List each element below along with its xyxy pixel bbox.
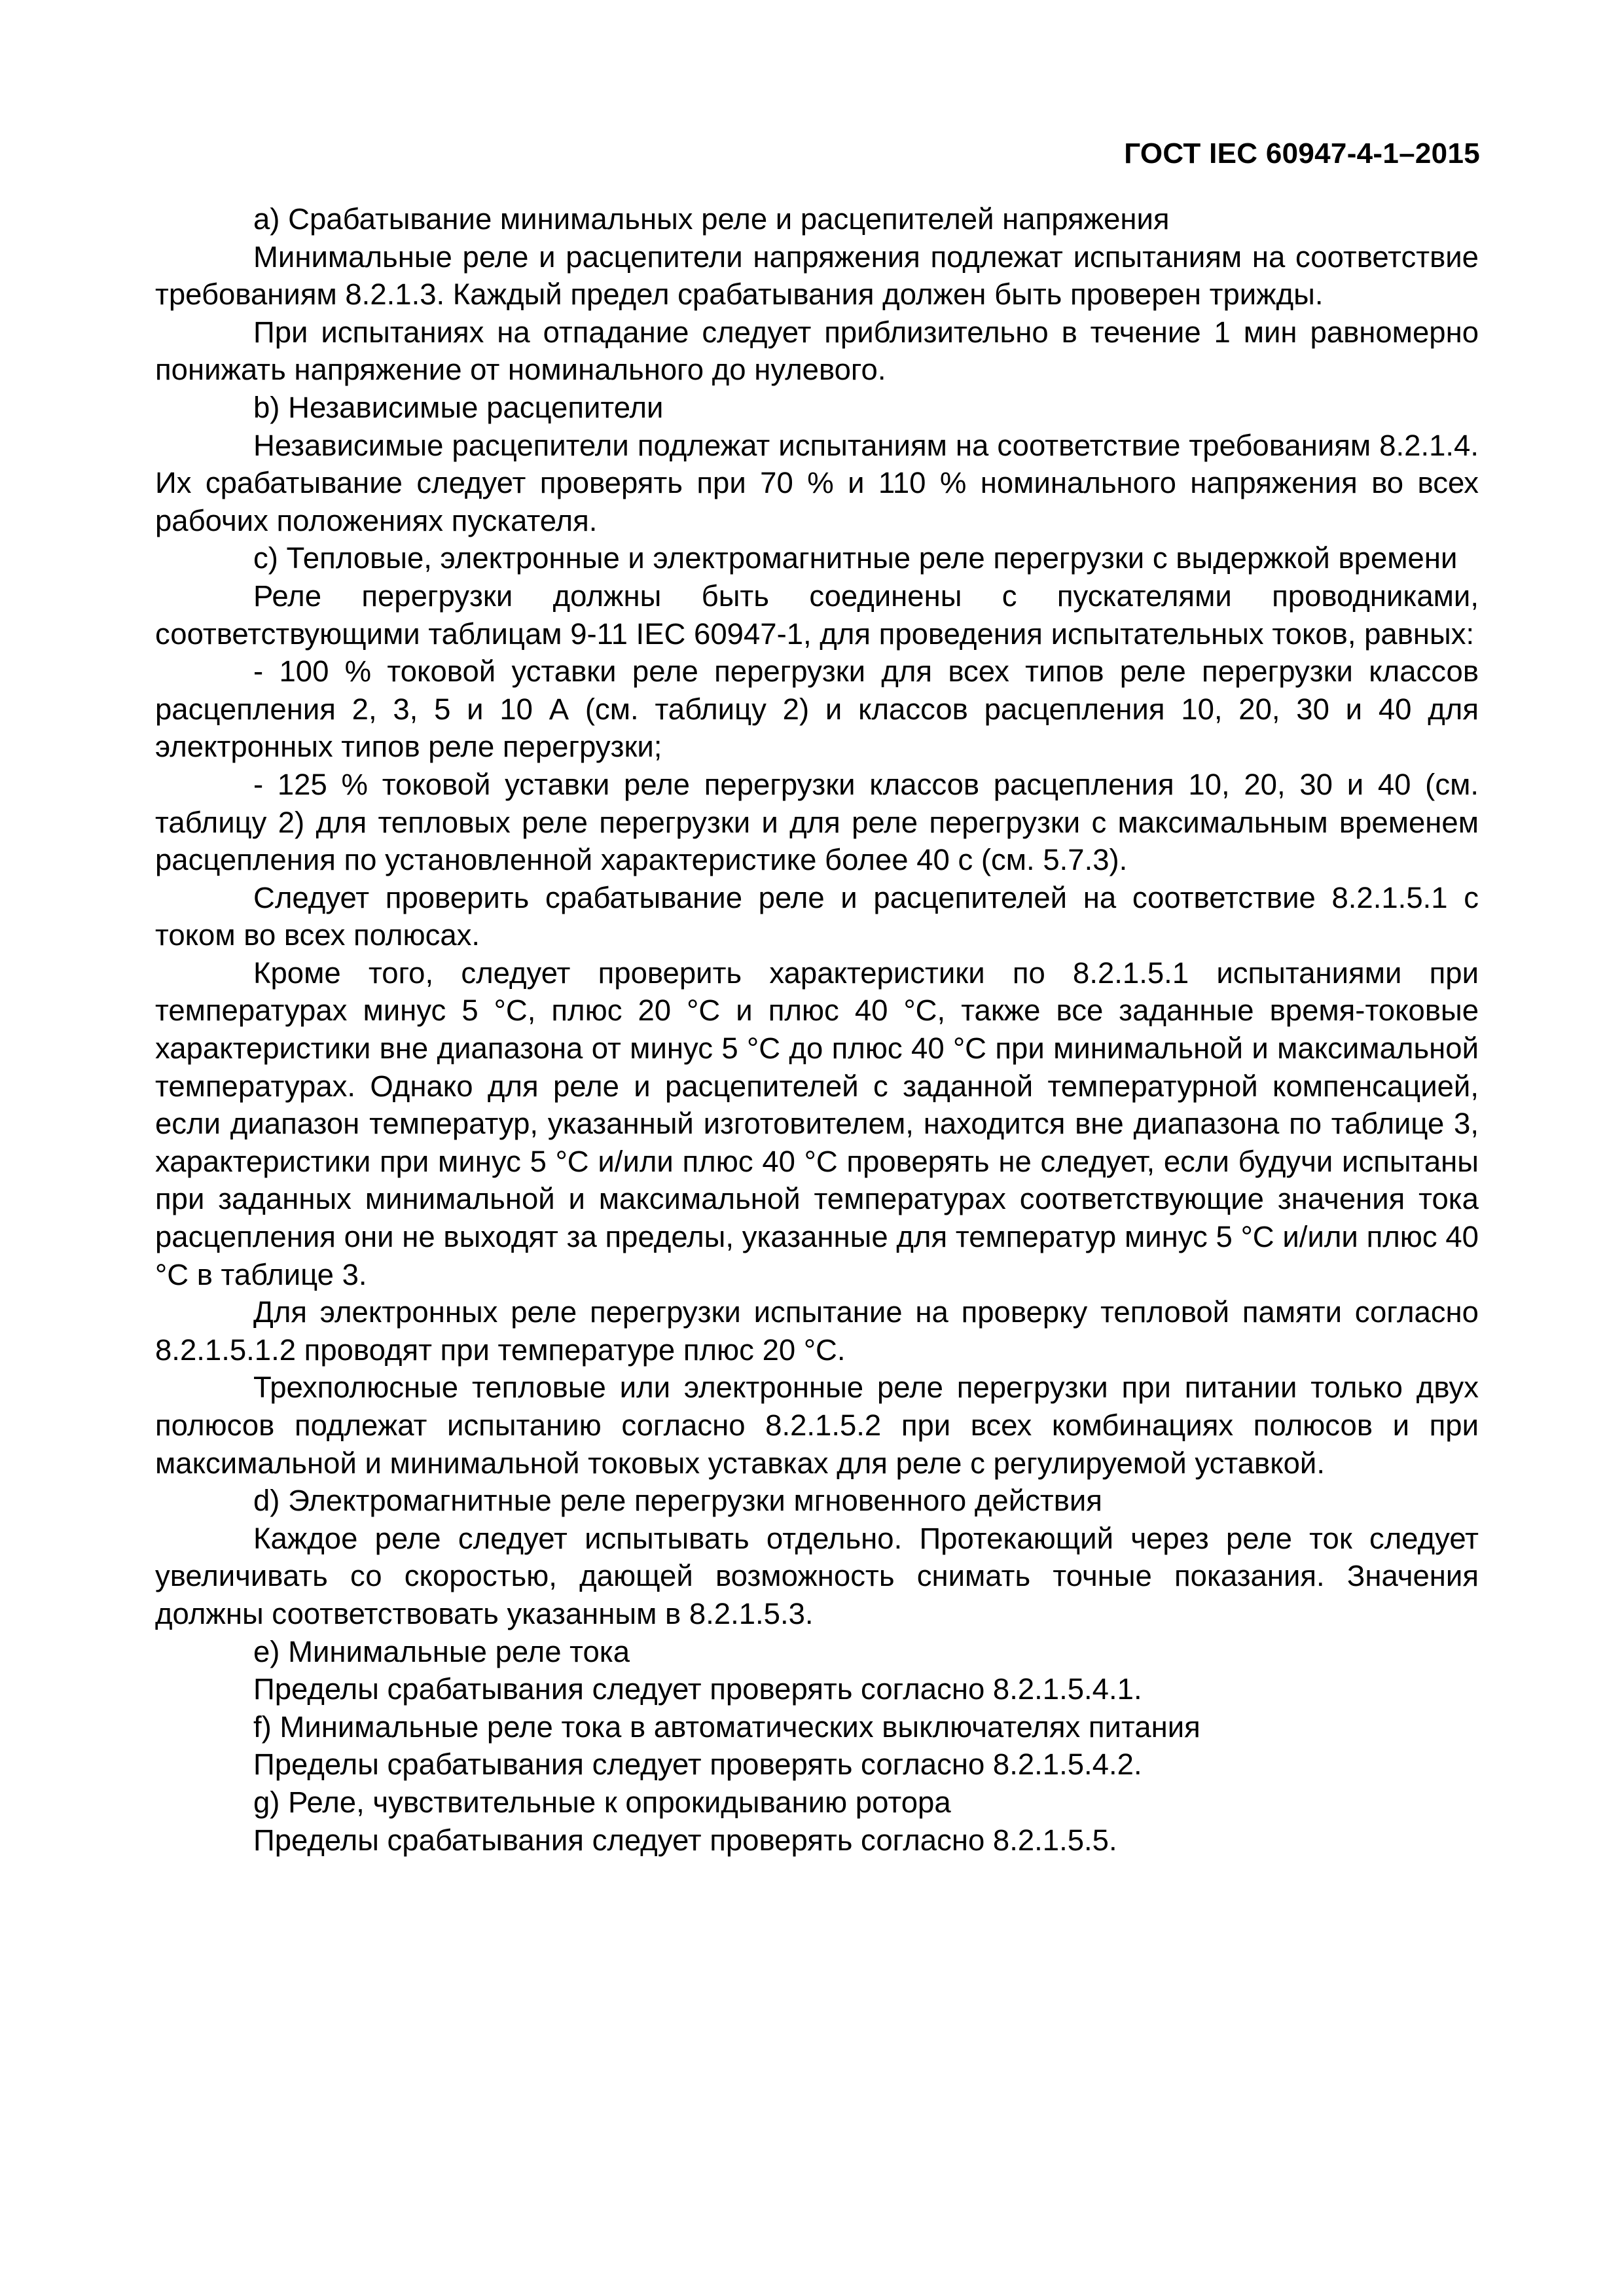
list-item: - 100 % токовой уставки реле перегрузки для всех типов реле перегрузки классов расцепления 2, 3, 5 и 10 А (см. таблицу 2) и классов расцепления 10, 20, 30 и 40 для электронных типов реле перегрузки;	[155, 655, 1479, 764]
document-code-header: ГОСТ IEC 60947-4-1–2015	[1124, 137, 1480, 170]
paragraph: Для электронных реле перегрузки испытание на проверку тепловой памяти согласно 8.2.1.5.1.2 проводят при температуре плюс 20 °С.	[155, 1295, 1479, 1367]
paragraph: Трехполюсные тепловые или электронные реле перегрузки при питании только двух полюсов подлежат испытанию согласно 8.2.1.5.2 при всех комбинациях полюсов и при максимальной и минимальной токовых уставках для реле с регулируемой уставкой.	[155, 1371, 1479, 1480]
paragraph-c-heading: с) Тепловые, электронные и электромагнитные реле перегрузки с выдержкой времени	[253, 541, 1458, 575]
document-body	[155, 200, 1479, 1859]
paragraph: Кроме того, следует проверить характеристики по 8.2.1.5.1 испытаниями при температурах минус 5 °С, плюс 20 °С и плюс 40 °С, также все заданные время-токовые характеристики вне диапазона от минус 5 °С до плюс 40 °С при минимальной и максимальной температурах. Однако для реле и расцепителей с заданной температурной компенсацией, если диапазон температур, указанный изготовителем, находится вне диапазона по таблице 3, характеристики при минус 5 °С и/или плюс 40 °С проверять не следует, если будучи испытаны при заданных минимальной и максимальной температурах соответствующие значения тока расцепления они не выходят за пределы, указанные для температур минус 5 °С и/или плюс 40 °С в таблице 3.	[155, 956, 1479, 1291]
paragraph: Пределы срабатывания следует проверять согласно 8.2.1.5.5.	[253, 1823, 1117, 1857]
paragraph: При испытаниях на отпадание следует приблизительно в течение 1 мин равномерно понижать напряжение от номинального до нулевого.	[155, 315, 1479, 387]
paragraph: Реле перегрузки должны быть соединены с пускателями проводниками, соответствующими таблицам 9-11 IEC 60947-1, для проведения испытательных токов, равных:	[155, 579, 1479, 651]
paragraph-a-heading: а) Срабатывание минимальных реле и расцепителей напряжения	[253, 202, 1170, 236]
paragraph: Независимые расцепители подлежат испытаниям на соответствие требованиям 8.2.1.4. Их срабатывание следует проверять при 70 % и 110 % номинального напряжения во всех рабочих положениях пускателя.	[155, 428, 1479, 537]
paragraph: Пределы срабатывания следует проверять согласно 8.2.1.5.4.2.	[253, 1748, 1142, 1782]
paragraph-d-heading: d) Электромагнитные реле перегрузки мгновенного действия	[253, 1484, 1102, 1518]
paragraph: Минимальные реле и расцепители напряжения подлежат испытаниям на соответствие требованиям 8.2.1.3. Каждый предел срабатывания должен быть проверен трижды.	[155, 240, 1479, 312]
paragraph-f-heading: f) Минимальные реле тока в автоматических выключателях питания	[253, 1710, 1200, 1744]
paragraph-e-heading: е) Минимальные реле тока	[253, 1634, 630, 1668]
paragraph: Каждое реле следует испытывать отдельно. Протекающий через реле ток следует увеличивать со скоростью, дающей возможность снимать точные показания. Значения должны соответствовать указанным в 8.2.1.5.3.	[155, 1521, 1479, 1630]
paragraph: Следует проверить срабатывание реле и расцепителей на соответствие 8.2.1.5.1 с током во всех полюсах.	[155, 880, 1479, 952]
paragraph: Пределы срабатывания следует проверять согласно 8.2.1.5.4.1.	[253, 1672, 1142, 1706]
paragraph-b-heading: b) Независимые расцепители	[253, 390, 664, 424]
paragraph-g-heading: g) Реле, чувствительные к опрокидыванию ротора	[253, 1785, 951, 1819]
list-item: - 125 % токовой уставки реле перегрузки классов расцепления 10, 20, 30 и 40 (см. таблицу 2) для тепловых реле перегрузки и для реле перегрузки с максимальным временем расцепления по установленной характеристике более 40 с (см. 5.7.3).	[155, 767, 1479, 877]
